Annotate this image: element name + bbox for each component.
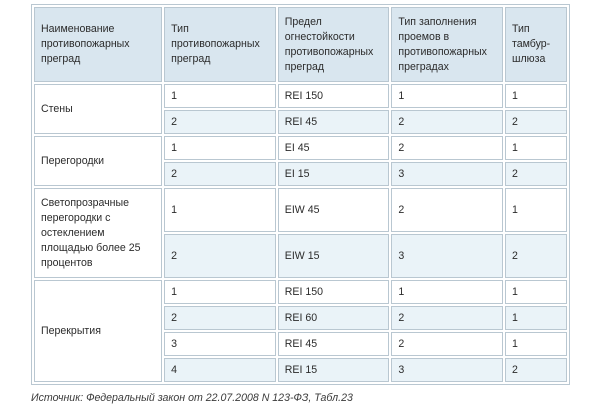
limit-cell: EI 15	[278, 162, 390, 186]
type-cell: 2	[164, 306, 276, 330]
category-cell: Стены	[34, 84, 162, 134]
fill-cell: 2	[391, 136, 503, 160]
type-cell: 1	[164, 188, 276, 232]
lock-cell: 1	[505, 306, 567, 330]
table-header-row	[34, 7, 567, 82]
lock-cell: 2	[505, 234, 567, 278]
category-cell: Перекрытия	[34, 280, 162, 382]
fill-cell: 1	[391, 280, 503, 304]
type-cell: 3	[164, 332, 276, 356]
fill-cell: 2	[391, 188, 503, 232]
type-cell: 2	[164, 234, 276, 278]
lock-cell: 1	[505, 84, 567, 108]
limit-cell: EIW 15	[278, 234, 390, 278]
limit-cell: EIW 45	[278, 188, 390, 232]
fill-cell: 2	[391, 332, 503, 356]
limit-cell: REI 60	[278, 306, 390, 330]
lock-cell: 1	[505, 332, 567, 356]
category-cell: Светопрозрачные перегородки с остеклением площадью более 25 процентов	[34, 188, 162, 278]
type-cell: 4	[164, 358, 276, 382]
category-cell: Перегородки	[34, 136, 162, 186]
limit-cell: REI 150	[278, 280, 390, 304]
limit-cell: REI 45	[278, 110, 390, 134]
lock-cell: 1	[505, 280, 567, 304]
fire-barriers-table-frame	[31, 4, 570, 385]
type-cell: 1	[164, 84, 276, 108]
header-airlock-type: Тип тамбур-шлюза	[505, 7, 567, 82]
header-fire-resistance: Предел огнестойкости противопожарных преград	[278, 7, 390, 82]
lock-cell: 2	[505, 358, 567, 382]
header-barrier-type: Тип противопожарных преград	[164, 7, 276, 82]
fill-cell: 2	[391, 306, 503, 330]
limit-cell: REI 45	[278, 332, 390, 356]
lock-cell: 2	[505, 110, 567, 134]
table-row	[34, 84, 567, 108]
table-row	[34, 188, 567, 232]
lock-cell: 1	[505, 188, 567, 232]
lock-cell: 2	[505, 162, 567, 186]
limit-cell: EI 45	[278, 136, 390, 160]
lock-cell: 1	[505, 136, 567, 160]
limit-cell: REI 15	[278, 358, 390, 382]
source-caption: Источник: Федеральный закон от 22.07.2008 N 123-ФЗ, Табл.23	[31, 392, 353, 404]
type-cell: 2	[164, 110, 276, 134]
type-cell: 2	[164, 162, 276, 186]
table-row	[34, 136, 567, 160]
fire-barriers-table	[31, 4, 570, 385]
header-opening-fill-type: Тип заполнения проемов в противопожарных преградах	[391, 7, 503, 82]
limit-cell: REI 150	[278, 84, 390, 108]
fill-cell: 3	[391, 162, 503, 186]
type-cell: 1	[164, 280, 276, 304]
header-barrier-name: Наименование противопожарных преград	[34, 7, 162, 82]
fill-cell: 1	[391, 84, 503, 108]
fill-cell: 3	[391, 358, 503, 382]
type-cell: 1	[164, 136, 276, 160]
fill-cell: 2	[391, 110, 503, 134]
table-row	[34, 280, 567, 304]
fill-cell: 3	[391, 234, 503, 278]
